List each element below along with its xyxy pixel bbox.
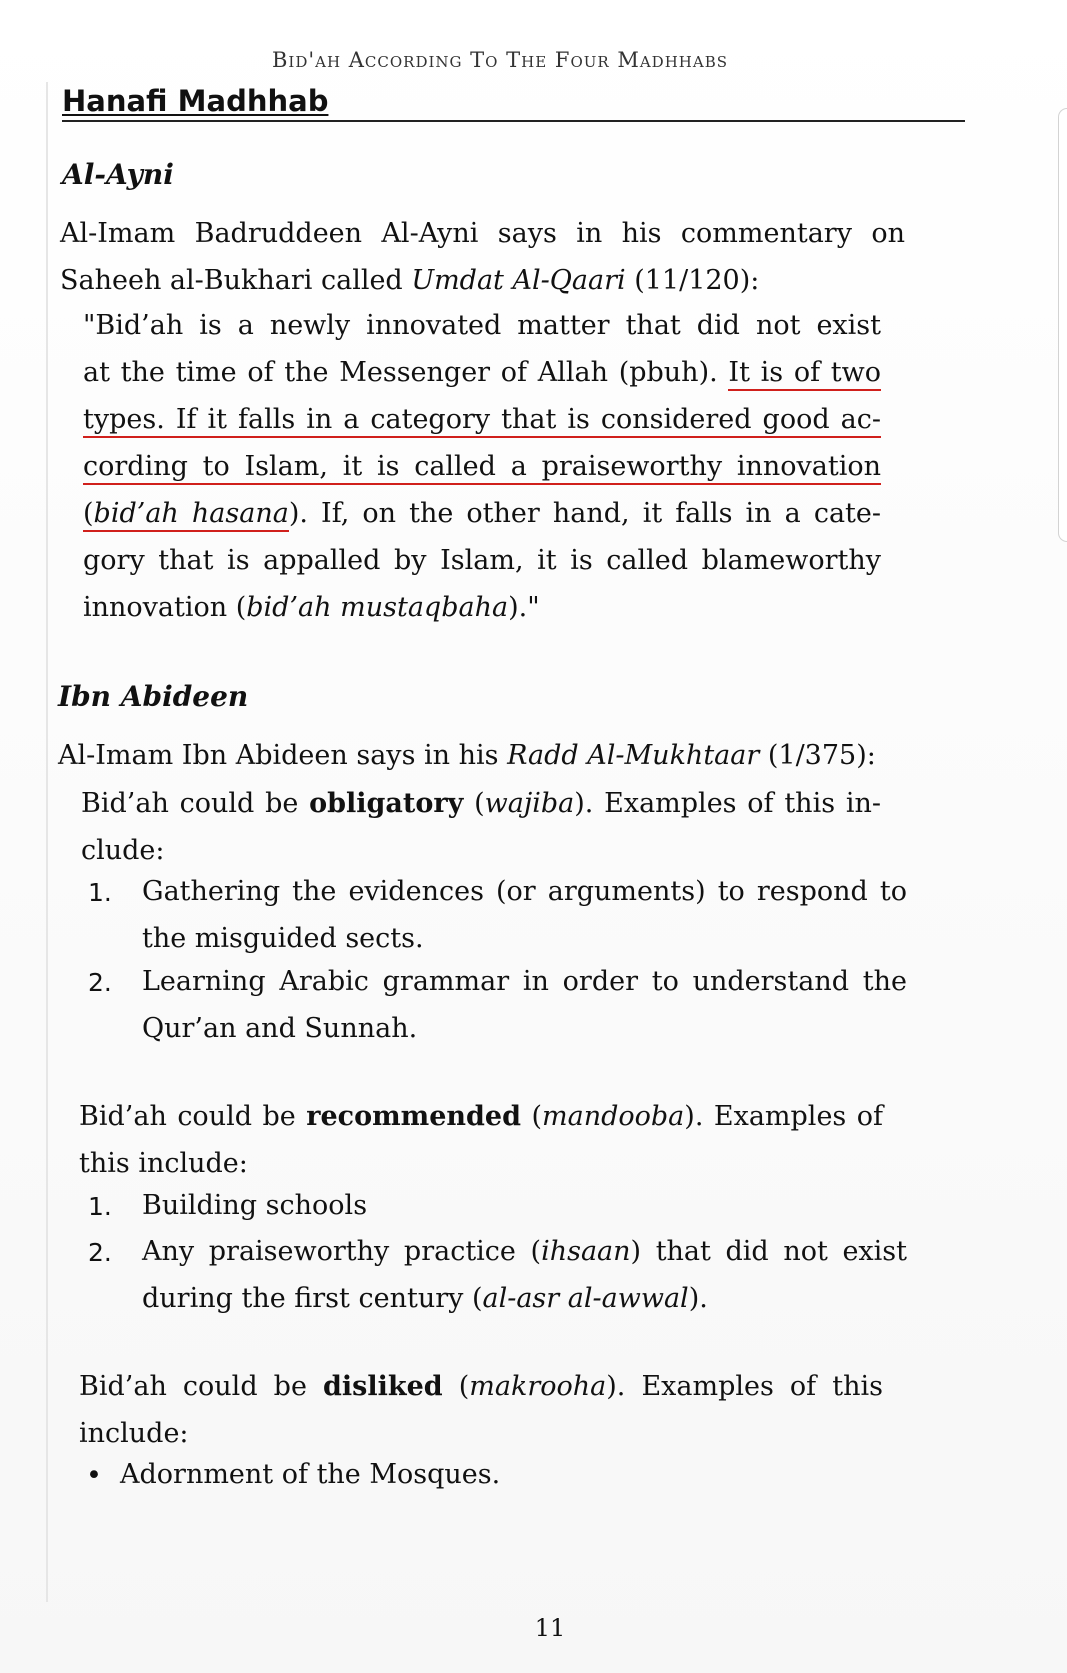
subheading-alayni: Al-Ayni [62, 158, 174, 191]
list-item: Any praiseworthy practice (ihsaan) that did not exist during the first century (al-asr al-awwal). [142, 1236, 907, 1314]
section-title [62, 84, 965, 122]
quote-line-6: gory that is appalled by Islam, it is called blameworthy [83, 545, 881, 576]
list-number: 2. [88, 968, 112, 997]
alayni-quote [83, 302, 881, 631]
section-title-text: Hanafi Madhhab [62, 84, 329, 118]
alayni-intro-line-1: Al-Imam Badruddeen Al-Ayni says in his commentary on [60, 218, 905, 249]
list-item: Building schools [142, 1190, 368, 1221]
quote-line-5: (bid’ah hasana). If, on the other hand, it falls in a cate- [83, 490, 881, 537]
obligatory-paragraph: Bid’ah could be obligatory (wajiba). Examples of this in- clude: [81, 788, 881, 866]
recommended-paragraph: Bid’ah could be recommended (mandooba). Examples of this include: [79, 1101, 884, 1179]
subheading-ibn-abideen: Ibn Abideen [58, 680, 249, 713]
red-underline: It is of two [728, 357, 881, 391]
quote-line-1: "Bid’ah is a newly innovated matter that did not exist [83, 310, 881, 341]
running-head: Bid'ah According To The Four Madhhabs [271, 48, 729, 72]
list-number: 1. [88, 878, 112, 907]
list-number: 1. [88, 1192, 112, 1221]
list-item: Gathering the evidences (or arguments) to respond to the misguided sects. [142, 876, 907, 954]
red-underline: types. If it falls in a category that is considered good ac- [83, 404, 881, 438]
quote-line-7: innovation (bid’ah mustaqbaha)." [83, 592, 540, 623]
list-item: Learning Arabic grammar in order to understand the Qur’an and Sunnah. [142, 966, 907, 1044]
page-edge [46, 82, 48, 1602]
disliked-paragraph: Bid’ah could be disliked (makrooha). Examples of this include: [79, 1371, 883, 1449]
quote-line-2: at the time of the Messenger of Allah (pbuh). It is of two [83, 349, 881, 396]
quote-line-4 [83, 443, 881, 490]
ibn-abideen-intro: Al-Imam Ibn Abideen says in his Radd Al-Mukhtaar (1/375): [58, 740, 876, 771]
scrollbar[interactable] [1058, 108, 1067, 542]
quote-line-3 [83, 396, 881, 443]
red-underline: (bid’ah hasana [83, 498, 289, 532]
list-number: 2. [88, 1238, 112, 1267]
red-underline: cording to Islam, it is called a praiseworthy innovation [83, 451, 881, 485]
alayni-intro [60, 210, 905, 304]
alayni-intro-line-2: Saheeh al-Bukhari called Umdat Al-Qaari (11/120): [60, 265, 760, 296]
bullet: • [86, 1460, 102, 1491]
page-number: 11 [534, 1614, 566, 1642]
list-item: Adornment of the Mosques. [120, 1459, 501, 1490]
